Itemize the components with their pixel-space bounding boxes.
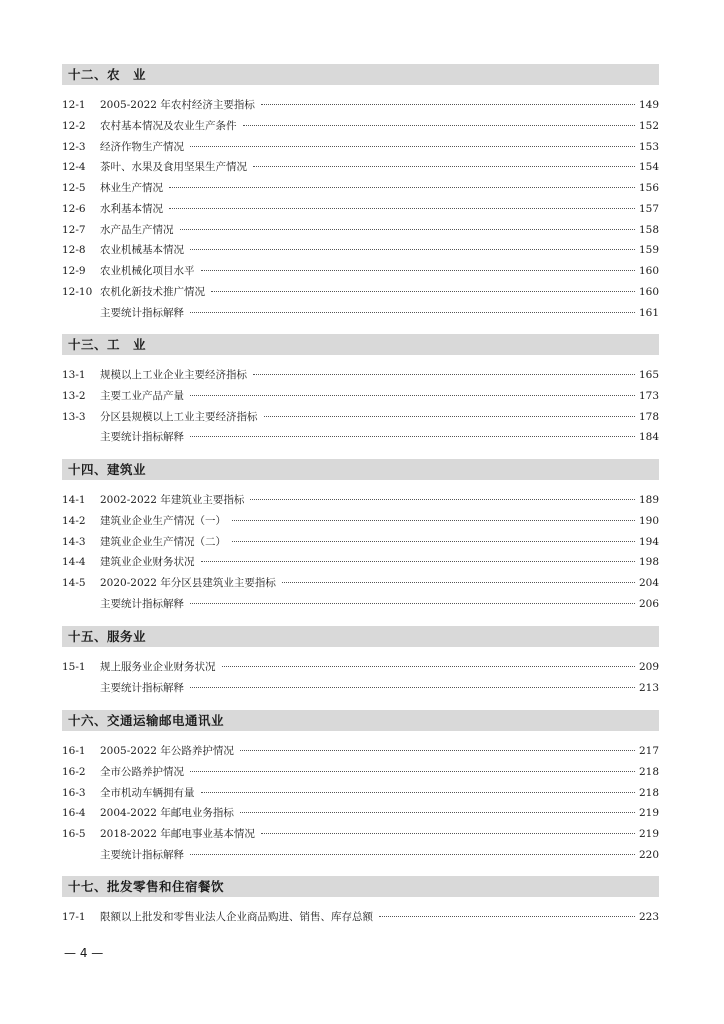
entry-title: 2005-2022 年公路养护情况 xyxy=(100,745,234,757)
entry-page: 219 xyxy=(638,828,659,840)
dot-leader xyxy=(169,208,635,209)
entry-page: 204 xyxy=(638,577,659,589)
entry-number: 16-3 xyxy=(62,786,86,799)
entry-page: 173 xyxy=(638,389,659,402)
toc-entry[interactable] xyxy=(62,222,659,243)
entry-title: 农业机械化项目水平 xyxy=(100,265,195,277)
dot-leader xyxy=(190,249,635,250)
entry-number: 14-3 xyxy=(62,535,86,548)
dot-leader xyxy=(264,416,635,417)
entry-title: 主要统计指标解释 xyxy=(100,681,184,694)
entry-page: 158 xyxy=(638,223,659,236)
entry-page: 160 xyxy=(638,265,659,277)
entry-number: 14-4 xyxy=(62,556,86,569)
entry-title: 2018-2022 年邮电事业基本情况 xyxy=(100,828,255,840)
section-heading: 十五、服务业 xyxy=(62,626,659,647)
entry-page: 149 xyxy=(638,99,659,111)
entry-page: 156 xyxy=(638,182,659,194)
entry-number: 12-10 xyxy=(62,285,93,298)
entry-number: 16-5 xyxy=(62,828,86,840)
entry-page: 152 xyxy=(638,119,659,132)
entry-number: 12-8 xyxy=(62,244,86,257)
entry-title: 2002-2022 年建筑业主要指标 xyxy=(100,494,245,506)
section-services xyxy=(62,626,659,701)
dot-leader xyxy=(190,603,635,604)
entry-title: 建筑业企业生产情况（一） xyxy=(100,514,226,527)
dot-leader xyxy=(253,374,635,375)
toc-entry[interactable] xyxy=(62,659,659,680)
entry-title: 主要工业产品产量 xyxy=(100,389,184,402)
entry-title: 2004-2022 年邮电业务指标 xyxy=(100,807,234,820)
toc-entry[interactable] xyxy=(62,743,659,764)
entry-title: 规模以上工业企业主要经济指标 xyxy=(100,369,247,381)
dot-leader xyxy=(201,270,635,271)
toc-entry[interactable] xyxy=(62,847,659,868)
toc-entry[interactable] xyxy=(62,534,659,555)
toc-entry[interactable] xyxy=(62,180,659,201)
dot-leader xyxy=(201,792,635,793)
entry-page: 178 xyxy=(638,410,659,423)
dot-leader xyxy=(243,125,635,126)
entry-title: 农村基本情况及农业生产条件 xyxy=(100,119,237,132)
toc-entry[interactable] xyxy=(62,554,659,575)
entry-number: 16-4 xyxy=(62,807,86,820)
dot-leader xyxy=(190,687,635,688)
entry-page: 159 xyxy=(638,244,659,257)
entry-number: 14-1 xyxy=(62,494,86,506)
dot-leader xyxy=(261,104,635,105)
toc-entry[interactable] xyxy=(62,139,659,160)
toc-entry[interactable] xyxy=(62,409,659,430)
entry-page: 189 xyxy=(638,494,659,506)
toc-entry[interactable] xyxy=(62,305,659,326)
entry-title: 全市机动车辆拥有量 xyxy=(100,786,195,799)
toc-entry[interactable] xyxy=(62,367,659,388)
entry-page: 223 xyxy=(638,911,659,923)
entry-title: 经济作物生产情况 xyxy=(100,140,184,153)
entry-number: 12-9 xyxy=(62,265,86,277)
entry-page: 154 xyxy=(638,161,659,174)
entry-title: 主要统计指标解释 xyxy=(100,848,184,861)
entry-title: 茶叶、水果及食用坚果生产情况 xyxy=(100,161,247,174)
dot-leader xyxy=(222,666,635,667)
entry-title: 主要统计指标解释 xyxy=(100,597,184,610)
section-transport-telecom xyxy=(62,710,659,868)
dot-leader xyxy=(282,582,635,583)
toc-entry[interactable] xyxy=(62,575,659,596)
section-heading: 十六、交通运输邮电通讯业 xyxy=(62,710,659,731)
dot-leader xyxy=(379,916,635,917)
entry-title: 农业机械基本情况 xyxy=(100,244,184,257)
entry-number: 12-5 xyxy=(62,182,86,194)
entry-title: 水产品生产情况 xyxy=(100,223,174,236)
toc-entry[interactable] xyxy=(62,680,659,701)
toc-entry[interactable] xyxy=(62,909,659,930)
entry-page: 161 xyxy=(638,306,659,319)
entry-page: 209 xyxy=(638,661,659,673)
entry-page: 198 xyxy=(638,556,659,569)
dot-leader xyxy=(190,395,635,396)
section-construction xyxy=(62,459,659,617)
entry-page: 190 xyxy=(638,514,659,527)
entry-number: 17-1 xyxy=(62,911,86,923)
section-heading: 十二、农 业 xyxy=(62,64,659,85)
toc-entry[interactable] xyxy=(62,201,659,222)
entry-number: 12-1 xyxy=(62,99,86,111)
dot-leader xyxy=(190,312,635,313)
entry-number: 16-2 xyxy=(62,765,86,778)
entry-number: 13-3 xyxy=(62,410,86,423)
toc-entry[interactable] xyxy=(62,805,659,826)
dot-leader xyxy=(201,561,635,562)
entry-number: 15-1 xyxy=(62,661,86,673)
entry-title: 林业生产情况 xyxy=(100,182,163,194)
dot-leader xyxy=(232,520,635,521)
dot-leader xyxy=(232,541,635,542)
toc-entry[interactable] xyxy=(62,242,659,263)
toc-entry[interactable] xyxy=(62,263,659,284)
dot-leader xyxy=(190,146,635,147)
section-heading: 十三、工 业 xyxy=(62,334,659,355)
dot-leader xyxy=(261,833,635,834)
entry-title: 规上服务业企业财务状况 xyxy=(100,661,216,673)
entry-title: 主要统计指标解释 xyxy=(100,306,184,319)
entry-page: 194 xyxy=(638,535,659,548)
entry-title: 2005-2022 年农村经济主要指标 xyxy=(100,99,255,111)
entry-title: 农机化新技术推广情况 xyxy=(100,285,205,298)
entry-page: 206 xyxy=(638,597,659,610)
entry-number: 12-6 xyxy=(62,202,86,215)
dot-leader xyxy=(253,166,635,167)
dot-leader xyxy=(169,187,635,188)
entry-page: 218 xyxy=(638,786,659,799)
entry-page: 217 xyxy=(638,745,659,757)
dot-leader xyxy=(190,771,635,772)
entry-title: 建筑业企业财务状况 xyxy=(100,556,195,569)
toc-entry[interactable] xyxy=(62,159,659,180)
toc-entry[interactable] xyxy=(62,492,659,513)
entry-page: 213 xyxy=(638,681,659,694)
entry-title: 主要统计指标解释 xyxy=(100,431,184,444)
entry-page: 157 xyxy=(638,202,659,215)
section-wholesale-retail xyxy=(62,876,659,930)
entry-number: 12-4 xyxy=(62,161,86,174)
toc-entry[interactable] xyxy=(62,513,659,534)
entry-title: 分区县规模以上工业主要经济指标 xyxy=(100,410,258,423)
toc-entry[interactable] xyxy=(62,97,659,118)
dot-leader xyxy=(190,854,635,855)
toc-entry[interactable] xyxy=(62,429,659,450)
entry-number: 16-1 xyxy=(62,745,86,757)
entry-title: 水利基本情况 xyxy=(100,202,163,215)
entry-title: 建筑业企业生产情况（二） xyxy=(100,535,226,548)
entry-title: 限额以上批发和零售业法人企业商品购进、销售、库存总额 xyxy=(100,911,373,923)
dot-leader xyxy=(211,291,635,292)
entry-title: 全市公路养护情况 xyxy=(100,765,184,778)
entry-number: 13-1 xyxy=(62,369,86,381)
toc-entry[interactable] xyxy=(62,785,659,806)
section-heading: 十四、建筑业 xyxy=(62,459,659,480)
page-number: — 4 — xyxy=(64,946,104,960)
dot-leader xyxy=(190,436,635,437)
entry-number: 12-7 xyxy=(62,223,86,236)
entry-number: 12-3 xyxy=(62,140,86,153)
section-industry xyxy=(62,334,659,450)
section-agriculture xyxy=(62,64,659,325)
toc-entry[interactable] xyxy=(62,118,659,139)
toc-entry[interactable] xyxy=(62,764,659,785)
entry-page: 160 xyxy=(638,285,659,298)
dot-leader xyxy=(240,750,635,751)
entry-page: 153 xyxy=(638,140,659,153)
dot-leader xyxy=(250,499,635,500)
entry-number: 14-5 xyxy=(62,577,86,589)
entry-number: 14-2 xyxy=(62,514,86,527)
section-heading: 十七、批发零售和住宿餐饮 xyxy=(62,876,659,897)
toc-entry[interactable] xyxy=(62,284,659,305)
entry-number: 13-2 xyxy=(62,389,86,402)
entry-page: 165 xyxy=(638,369,659,381)
entry-page: 184 xyxy=(638,431,659,444)
dot-leader xyxy=(240,812,635,813)
entry-page: 220 xyxy=(638,848,659,861)
entry-page: 218 xyxy=(638,765,659,778)
dot-leader xyxy=(180,229,635,230)
toc-entry[interactable] xyxy=(62,388,659,409)
toc-entry[interactable] xyxy=(62,596,659,617)
entry-page: 219 xyxy=(638,807,659,820)
toc-entry[interactable] xyxy=(62,826,659,847)
entry-title: 2020-2022 年分区县建筑业主要指标 xyxy=(100,577,276,589)
entry-number: 12-2 xyxy=(62,119,86,132)
